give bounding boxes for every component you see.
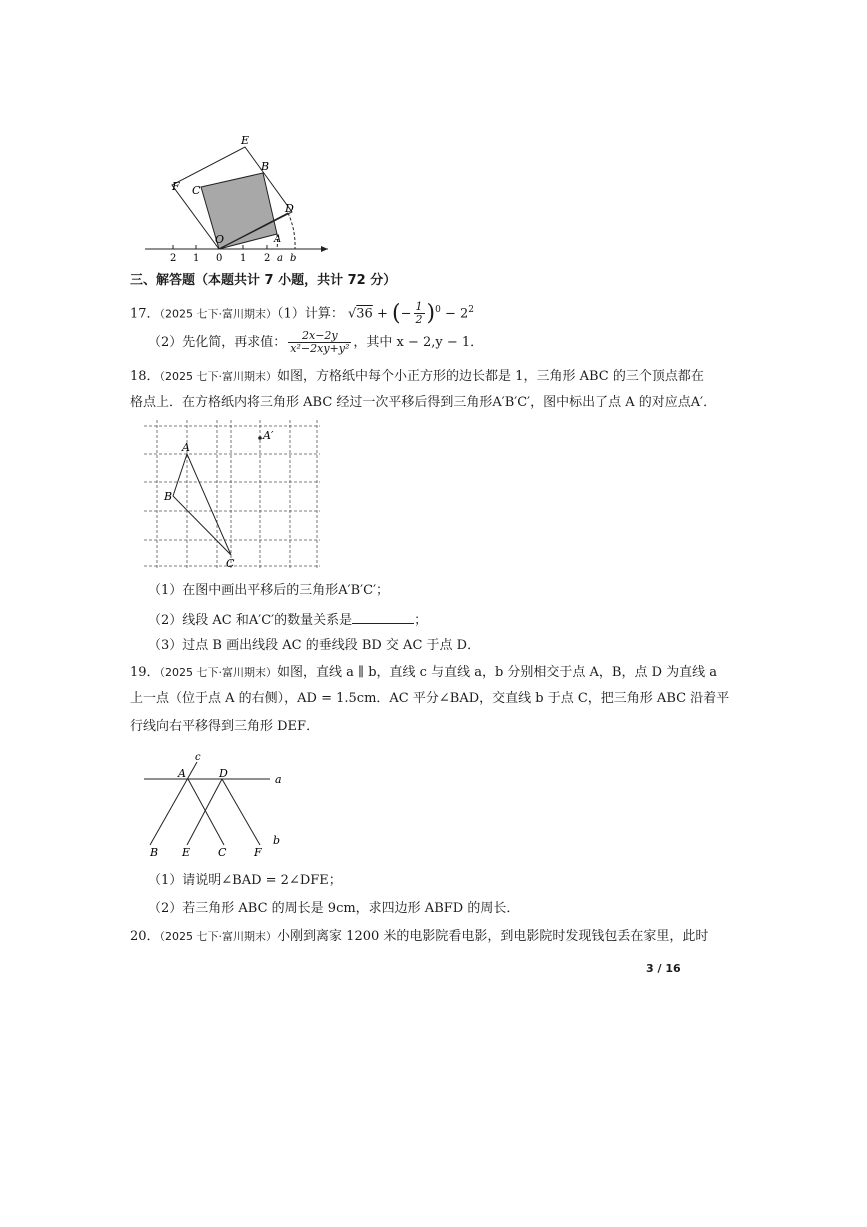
q19-sub1: （1）请说明∠BAD = 2∠DFE； <box>148 873 342 888</box>
fig19-label-c: c <box>195 752 201 763</box>
q18-number: 18． <box>130 369 160 384</box>
label-B: B <box>261 160 270 173</box>
fig19-label-D: D <box>219 767 228 780</box>
tick-label: a <box>277 253 283 264</box>
tick-label: b <box>290 253 297 264</box>
q20-source: （2025 七下·富川期末） <box>159 930 278 943</box>
q19-source: （2025 七下·富川期末） <box>159 666 278 679</box>
label-C: C <box>192 184 201 197</box>
fig19-label-E: E <box>182 846 191 859</box>
q17-part2-lead: （2）先化简，再求值： <box>148 335 287 350</box>
tick-label: 1 <box>193 253 200 264</box>
q19-line2: 上一点（位于点 A 的右侧），AD = 1.5cm．AC 平分∠BAD，交直线 b 于点 C，把三角形 ABC 沿着平 <box>130 691 730 706</box>
q19-text1: 如图，直线 a ∥ b，直线 c 与直线 a，b 分别相交于点 A，B，点 D 为直线 a <box>277 665 718 680</box>
q19-number: 19． <box>130 665 160 680</box>
q17-line2 <box>148 330 483 356</box>
sqrt-expression: √36 <box>347 306 373 322</box>
grid-label-A: A <box>182 441 190 454</box>
fig19-label-a: a <box>275 773 282 786</box>
answer-blank[interactable] <box>352 610 414 624</box>
fig19-label-b: b <box>273 834 281 847</box>
figure-q16 <box>140 130 340 265</box>
q18-text1: 如图，方格纸中每个小正方形的边长都是 1，三角形 ABC 的三个顶点都在 <box>277 369 704 384</box>
tick-label: 0 <box>216 253 223 264</box>
tick-label: 1 <box>240 253 247 264</box>
figure-q18-grid <box>140 418 325 573</box>
fig19-label-F: F <box>254 846 262 859</box>
fig19-label-A: A <box>178 767 186 780</box>
grid-label-C: C <box>226 557 235 570</box>
q20-text1: 小刚到离家 1200 米的电影院看电影，到电影院时发现钱包丢在家里，此时 <box>277 929 709 944</box>
q19-line3: 行线向右平移得到三角形 DEF． <box>130 719 320 734</box>
q20-number: 20． <box>130 929 160 944</box>
q17-part1-lead: （1）计算： <box>277 306 344 322</box>
tick-label: 2 <box>264 253 271 264</box>
q18-line1 <box>130 368 704 386</box>
fig19-label-B: B <box>150 846 159 859</box>
figure-q19 <box>140 748 300 860</box>
q18-sub3: （3）过点 B 画出线段 AC 的垂线段 BD 交 AC 于点 D． <box>148 638 481 653</box>
page-number: 3 / 16 <box>646 962 681 975</box>
q18-sub1: （1）在图中画出平移后的三角形A′B′C′； <box>148 583 390 598</box>
fig19-label-C: C <box>218 846 227 859</box>
q18-sub2: （2）线段 AC 和A′C′的数量关系是 ； <box>148 610 427 630</box>
label-O: O <box>215 233 225 246</box>
q19-line1 <box>130 664 717 682</box>
q20-line1 <box>130 928 708 946</box>
q17-number: 17． <box>130 306 160 322</box>
q17-part2-tail: ，其中 x − 2,y − 1． <box>353 335 484 350</box>
label-D: D <box>285 202 294 215</box>
fraction-denominator: x²−2xy+y² <box>290 342 350 355</box>
tick-label: 2 <box>170 253 177 264</box>
q19-sub2: （2）若三角形 ABC 的周长是 9cm，求四边形 ABFD 的周长． <box>148 901 520 916</box>
q18-source: （2025 七下·富川期末） <box>159 370 278 383</box>
q17-source: （2025 七下·富川期末） <box>159 307 278 321</box>
fraction-numerator: 2x−2y <box>288 330 351 343</box>
q18-line2: 格点上．在方格纸内将三角形 ABC 经过一次平移后得到三角形A′B′C′，图中标出了点 A 的对应点A′． <box>130 395 717 410</box>
q17-line1: 17．（2025 七下·富川期末）（1）计算： √36 + (− $\frac{1}{2}$ )$^0 - 2^2$ <box>130 300 474 327</box>
section-title: 三、解答题（本题共计 7 小题，共计 72 分） <box>130 273 397 288</box>
label-E: E <box>241 134 250 147</box>
grid-label-A-prime: A′ <box>263 429 274 442</box>
label-A: A <box>274 234 282 245</box>
label-F: F <box>172 180 180 193</box>
grid-label-B: B <box>164 490 173 503</box>
